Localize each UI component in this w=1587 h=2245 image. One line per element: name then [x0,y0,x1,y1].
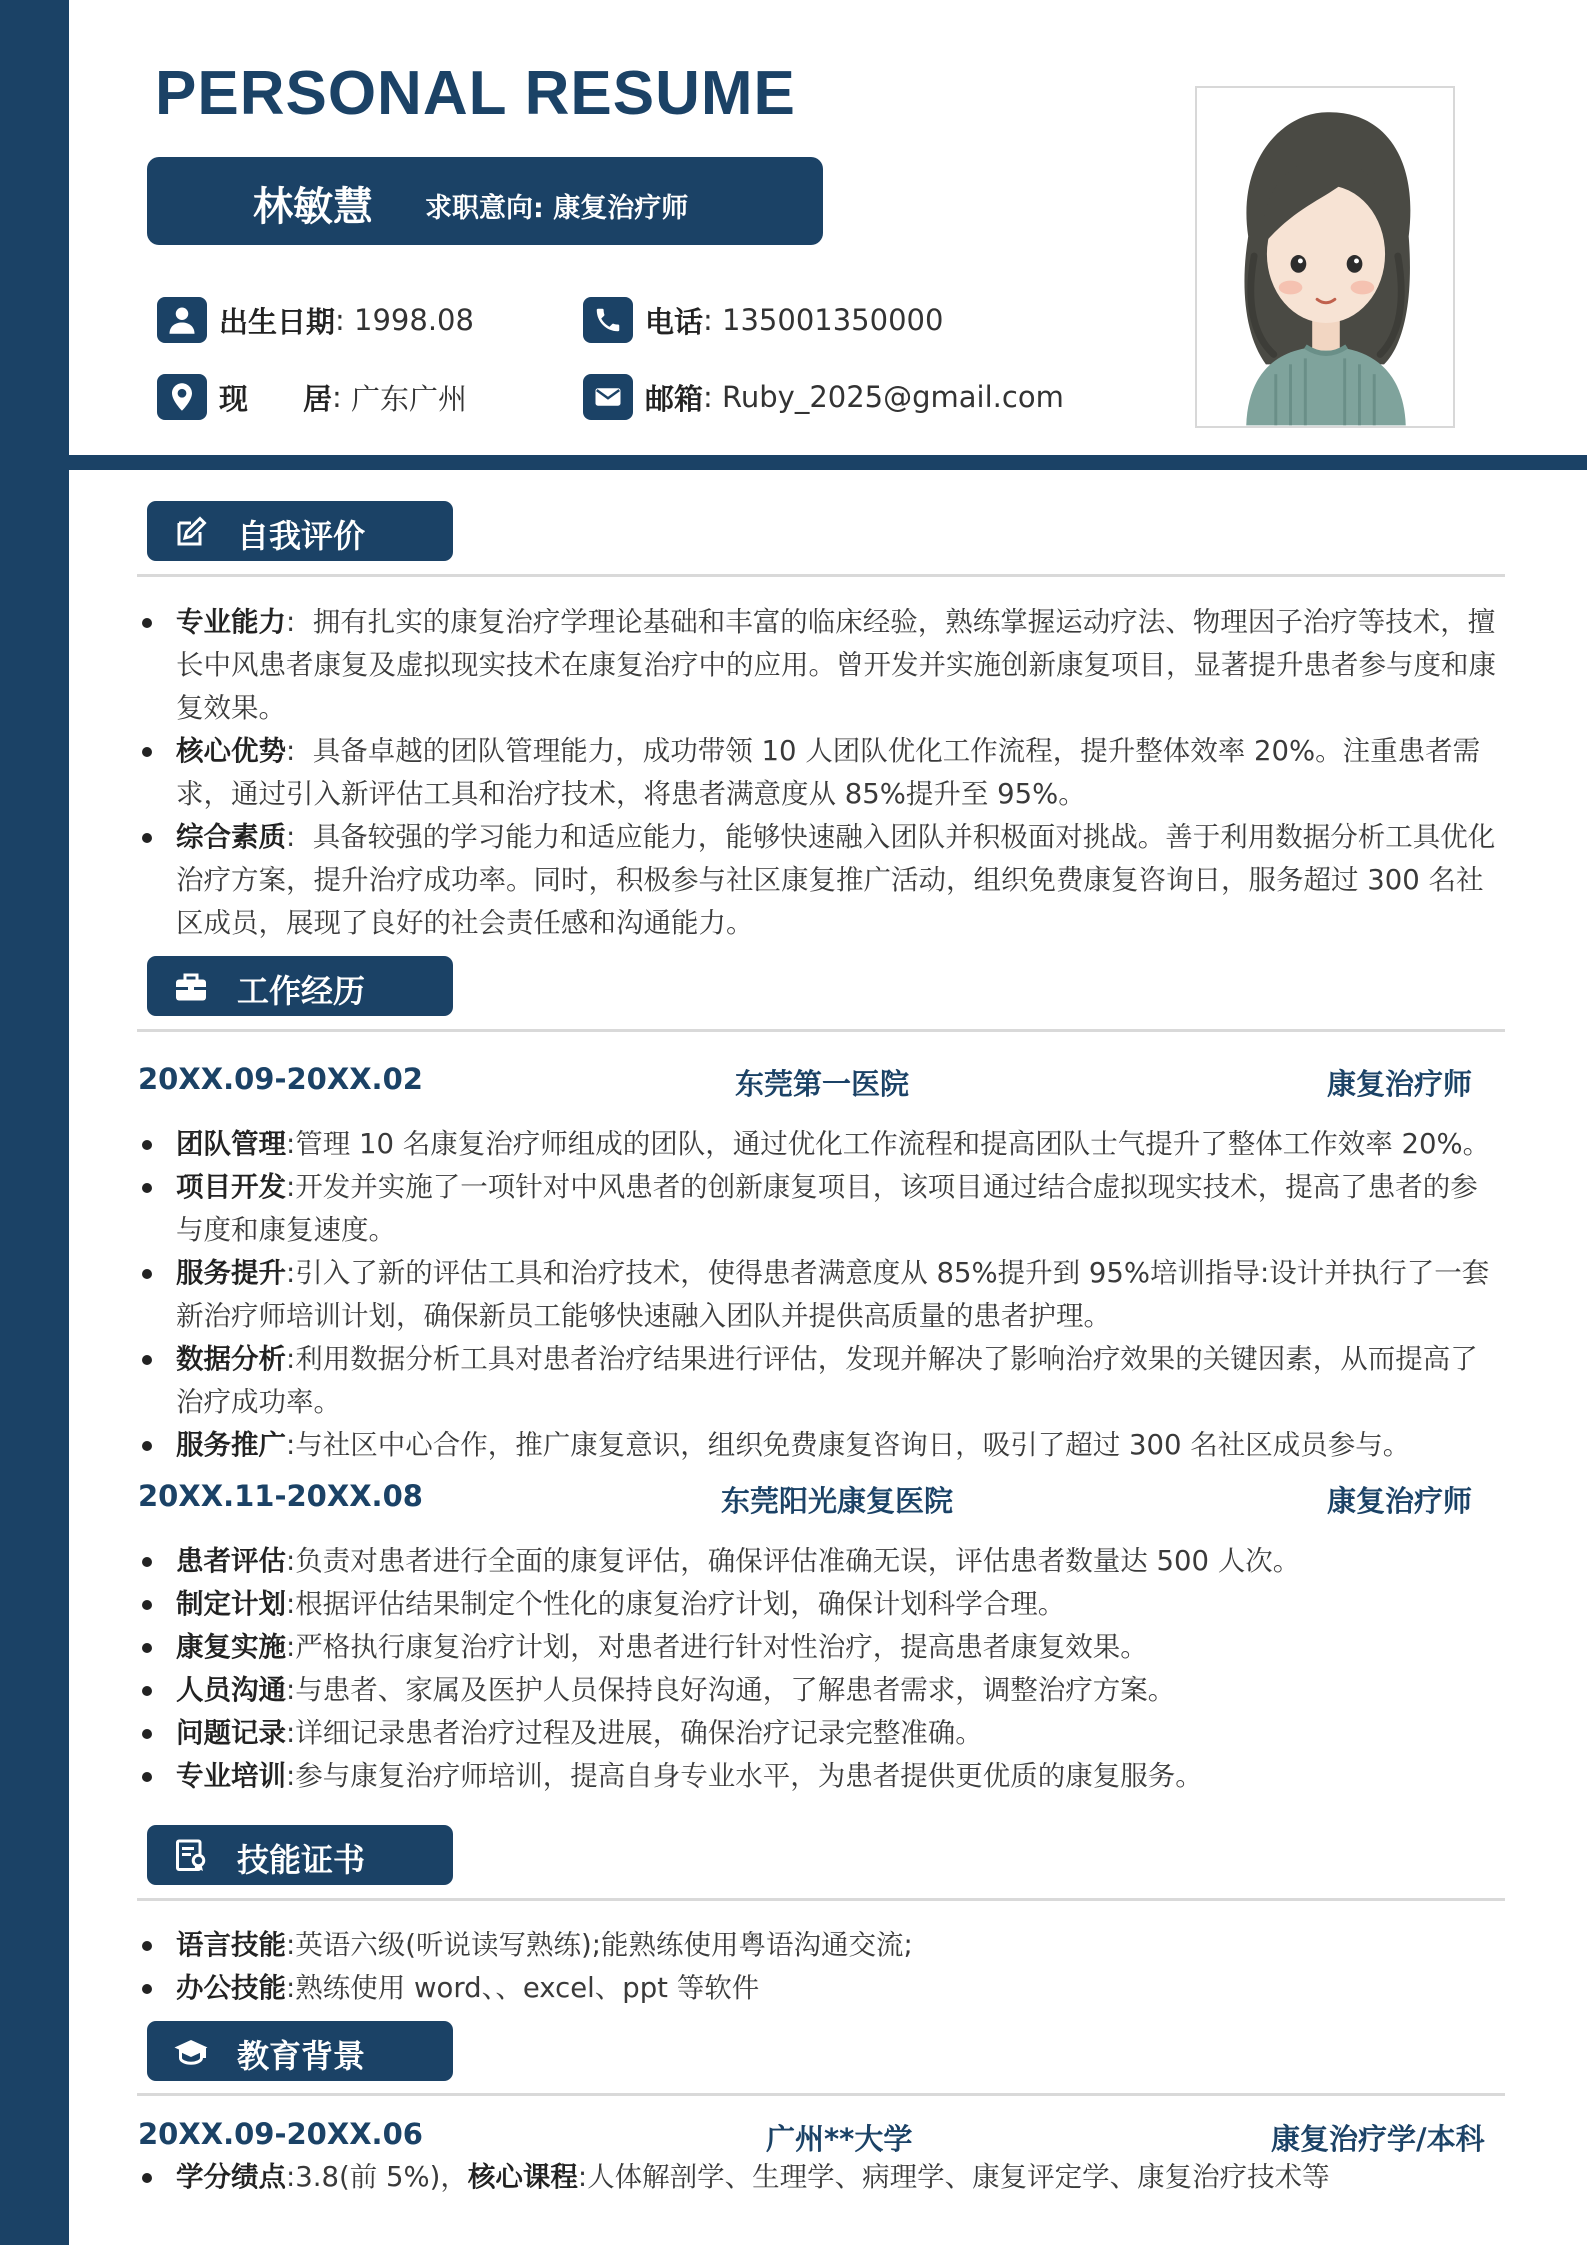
graduation-cap-icon [173,2034,209,2070]
phone-separator: : [703,303,713,337]
skills-list [138,1924,1500,2010]
list-item: 人员沟通:与患者、家属及医护人员保持良好沟通，了解患者需求，调整治疗方案。 [138,1669,1500,1712]
list-item: 综合素质: 具备较强的学习能力和适应能力，能够快速融入团队并积极面对挑战。善于利用数据分析工具优化治疗方案，提升治疗成功率。同时，积极参与社区康复推广活动，组织免费康复咨询日，服务超过 300 名社区成员，展现了良好的社会责任感和沟通能力。 [138,816,1500,945]
info-birth [157,296,474,344]
email-label: 邮箱 [645,381,704,416]
left-sidebar-stripe [0,0,69,2245]
education-header [138,2113,1483,2157]
email-separator: : [703,380,713,414]
header-divider-band [69,455,1587,470]
avatar-illustration [1197,88,1453,426]
phone-icon [583,297,633,343]
job-duties-list [138,1123,1500,1467]
birth-label: 出生日期 [219,304,336,339]
section-header-skills [147,1825,453,1885]
profile-photo [1195,86,1455,428]
list-item: 核心优势: 具备卓越的团队管理能力，成功带领 10 人团队优化工作流程，提升整体效率 20%。注重患者需求，通过引入新评估工具和治疗技术，将患者满意度从 85%提升至 95%。 [138,730,1500,816]
phone-value: 135001350000 [722,303,944,337]
section-title: 教育背景 [237,2037,366,2075]
job-period: 20XX.09-20XX.02 [138,1062,423,1096]
section-title: 技能证书 [237,1841,366,1879]
residence-value: 广东广州 [351,381,468,416]
list-item: 专业培训:参与康复治疗师培训，提高自身专业水平，为患者提供更优质的康复服务。 [138,1755,1500,1798]
section-header-self-evaluation [147,501,453,561]
section-title: 工作经历 [237,972,366,1010]
section-divider [137,2093,1505,2096]
education-list [138,2156,1500,2199]
section-divider [137,574,1505,577]
job-organization: 东莞阳光康复医院 [721,1484,954,1518]
info-phone [583,296,943,344]
info-residence [157,373,467,421]
section-title: 自我评价 [237,517,366,555]
section-header-work-experience [147,956,453,1016]
phone-label: 电话 [645,304,704,339]
name-banner [147,157,823,245]
page-title: PERSONAL RESUME [155,59,796,128]
education-period: 20XX.09-20XX.06 [138,2117,423,2151]
location-pin-icon [157,374,207,420]
job-duties-list [138,1540,1500,1798]
list-item: 语言技能:英语六级(听说读写熟练);能熟练使用粤语沟通交流; [138,1924,1500,1967]
list-item: 问题记录:详细记录患者治疗过程及进展，确保治疗记录完整准确。 [138,1712,1500,1755]
list-item: 团队管理:管理 10 名康复治疗师组成的团队，通过优化工作流程和提高团队士气提升了整体工作效率 20%。 [138,1123,1500,1166]
mail-icon [583,374,633,420]
residence-label: 现 居 [219,381,332,416]
section-divider [137,1898,1505,1901]
info-email [583,373,1064,421]
list-item: 服务推广:与社区中心合作，推广康复意识，组织免费康复咨询日，吸引了超过 300 名社区成员参与。 [138,1424,1500,1467]
education-major: 康复治疗学/本科 [1271,2122,1485,2156]
birth-separator: : [335,303,345,337]
edit-icon [173,514,209,550]
job-organization: 东莞第一医院 [735,1067,910,1101]
birth-value: 1998.08 [354,303,474,337]
job-period: 20XX.11-20XX.08 [138,1479,423,1513]
list-item: 服务提升:引入了新的评估工具和治疗技术，使得患者满意度从 85%提升到 95%培训指导:设计并执行了一套新治疗师培训计划，确保新员工能够快速融入团队并提供高质量的患者护理。 [138,1252,1500,1338]
job-role: 康复治疗师 [1327,1484,1473,1518]
list-item: 康复实施:严格执行康复治疗计划，对患者进行针对性治疗，提高患者康复效果。 [138,1626,1500,1669]
certificate-icon [173,1838,209,1874]
section-header-education [147,2021,453,2081]
list-item: 数据分析:利用数据分析工具对患者治疗结果进行评估，发现并解决了影响治疗效果的关键因素，从而提高了治疗成功率。 [138,1338,1500,1424]
email-value: Ruby_2025@gmail.com [722,380,1064,414]
list-item: 患者评估:负责对患者进行全面的康复评估，确保评估准确无误，评估患者数量达 500 人次。 [138,1540,1500,1583]
candidate-name: 林敏慧 [253,184,373,230]
list-item: 专业能力: 拥有扎实的康复治疗学理论基础和丰富的临床经验，熟练掌握运动疗法、物理因子治疗等技术，擅长中风患者康复及虚拟现实技术在康复治疗中的应用。曾开发并实施创新康复项目，显著提升患者参与度和康复效果。 [138,601,1500,730]
self-evaluation-list [138,601,1500,945]
person-icon [157,297,207,343]
education-school: 广州**大学 [766,2122,913,2156]
job-header [138,1475,1473,1519]
residence-separator: : [332,380,342,414]
list-item: 学分绩点:3.8(前 5%)，核心课程:人体解剖学、生理学、病理学、康复评定学、康复治疗技术等 [138,2156,1500,2199]
list-item: 制定计划:根据评估结果制定个性化的康复治疗计划，确保计划科学合理。 [138,1583,1500,1626]
briefcase-icon [173,969,209,1005]
job-header [138,1058,1473,1102]
list-item: 办公技能:熟练使用 word、、excel、ppt 等软件 [138,1967,1500,2010]
section-divider [137,1029,1505,1032]
job-role: 康复治疗师 [1327,1067,1473,1101]
job-intent: 求职意向: 康复治疗师 [425,193,689,224]
list-item: 项目开发:开发并实施了一项针对中风患者的创新康复项目，该项目通过结合虚拟现实技术，提高了患者的参与度和康复速度。 [138,1166,1500,1252]
